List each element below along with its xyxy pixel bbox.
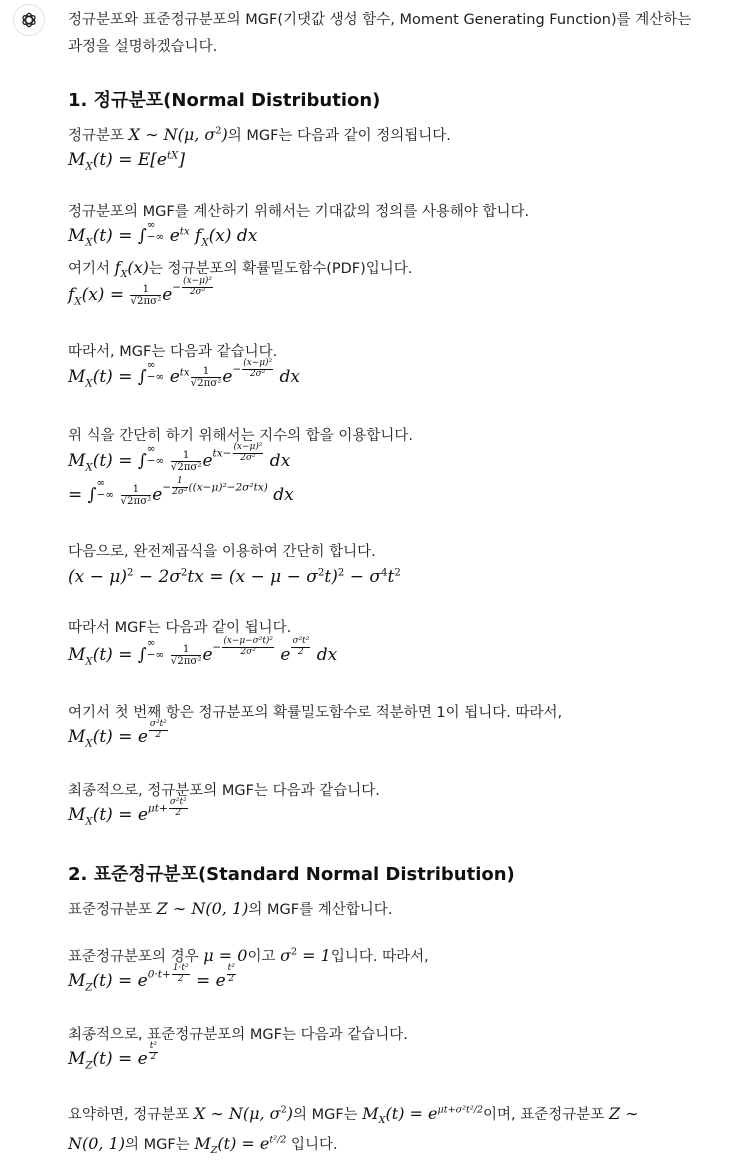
- formula-mgf-rewritten: = ∫∞ −∞ $\frac{1}{\text{√2πσ²}}$ e− $\frac{1}{\text{2σ²}}$ ((x−μ)²−2σ²tx) dx: [68, 476, 294, 508]
- formula-mgf-definition: $M_X(t) = E[e^{tX}]$: [68, 150, 185, 173]
- intro-line-1: 정규분포와 표준정규분포의 MGF(기댓값 생성 함수, Moment Generating Function)를 계산하는: [68, 12, 692, 28]
- formula-mgf-integral: $M_X(t)$ = ∫∞ −∞ $e^{tx}$ $f_X(x)$ dx: [68, 219, 258, 249]
- formula-mgf-expanded: $M_X(t)$ = ∫∞ −∞ $e^{tx}$ $\frac{1}{\text{√2πσ²}}$ e− $\frac{\text{(x−μ)²}}{\text{2σ²}}$ dx: [68, 358, 301, 390]
- section1-therefore-text: 따라서, MGF는 다음과 같습니다.: [68, 344, 278, 360]
- assistant-avatar: [13, 4, 45, 36]
- formula-mgf-std-derivation: $M_Z(t) = e0\cdot t+$ $\frac{\text{1·t²}}{2}$ = e $\frac{\text{t²}}{2}$: [68, 963, 235, 994]
- section2-heading: 2. 표준정규분포(Standard Normal Distribution): [68, 864, 515, 885]
- section1-first-term-text: 여기서 첫 번째 항은 정규분포의 확률밀도함수로 적분하면 1이 됩니다. 따라서,: [68, 705, 563, 721]
- formula-mgf-combined: $M_X(t)$ = ∫∞ −∞ $\frac{1}{\text{√2πσ²}}$ etx− $\frac{\text{(x−μ)²}}{\text{2σ²}}$ dx: [68, 442, 291, 474]
- formula-normal-dist: X ∼ N(μ, $\sigma^2$): [128, 125, 228, 144]
- section2-case-text: 표준정규분포의 경우 μ = 0이고 $\sigma^2 = 1$입니다. 따라서,: [68, 946, 429, 965]
- formula-fx: $f_X(x)$: [114, 258, 149, 281]
- section2-final-text: 최종적으로, 표준정규분포의 MGF는 다음과 같습니다.: [68, 1027, 408, 1043]
- formula-std-normal-dist: Z ∼ N(0, 1): [156, 899, 249, 918]
- section1-simplify-text: 위 식을 간단히 하기 위해서는 지수의 합을 이용합니다.: [68, 428, 414, 444]
- section1-complete-square-text: 다음으로, 완전제곱식을 이용하여 간단히 합니다.: [68, 544, 376, 560]
- section1-then-text: 따라서 MGF는 다음과 같이 됩니다.: [68, 620, 292, 636]
- formula-complete-square: $(x - \mu)^2 - 2\sigma^2tx = (x - \mu - \sigma^2t)^2 - \sigma^4t^2$: [68, 567, 401, 587]
- intro-line-2: 과정을 설명하겠습니다.: [68, 39, 218, 55]
- section1-heading: 1. 정규분포(Normal Distribution): [68, 90, 381, 111]
- formula-mgf-std-final: $M_Z(t) = e$ $\frac{\text{t²}}{2}$: [68, 1041, 157, 1072]
- formula-mgf-normal-final: $M_X(t) = e\mu t+$ $\frac{\text{σ²t²}}{2}$: [68, 797, 187, 828]
- formula-mgf-partial: $M_X(t) = e$ $\frac{\text{σ²t²}}{2}$: [68, 719, 167, 750]
- section1-final-text: 최종적으로, 정규분포의 MGF는 다음과 같습니다.: [68, 783, 380, 799]
- formula-sigma-one: $\sigma^2 = 1$: [280, 946, 331, 965]
- section1-where-text: 여기서 $f_X(x)$는 정규분포의 확률밀도함수(PDF)입니다.: [68, 258, 413, 281]
- openai-logo-icon: [19, 10, 39, 30]
- section1-definition-text: 정규분포 X ∼ N(μ, $\sigma^2$)의 MGF는 다음과 같이 정의됩니다.: [68, 125, 451, 144]
- formula-mgf-squared: $M_X(t)$ = ∫∞ −∞ $\frac{1}{\text{√2πσ²}}$ e− $\frac{\text{(x−μ−σ²t)²}}{\text{2σ²}}$ e $\frac{\text{σ²t²}}{2}$ dx: [68, 636, 338, 668]
- summary-line-2: N(0, 1)의 MGF는 $M_Z(t) = e^{t^2/2}$ 입니다.: [68, 1134, 338, 1157]
- section2-definition-text: 표준정규분포 Z ∼ N(0, 1)의 MGF를 계산합니다.: [68, 899, 393, 918]
- summary-line-1: 요약하면, 정규분포 X ∼ N(μ, $\sigma^2$)의 MGF는 $M_X(t) = e^{\mu t+\sigma^2t^2/2}$이며, 표준정규분포 Z ∼: [68, 1104, 639, 1127]
- section1-calc-text: 정규분포의 MGF를 계산하기 위해서는 기대값의 정의를 사용해야 합니다.: [68, 204, 530, 220]
- formula-pdf: $f_X(x)$ = $\frac{1}{\text{√2πσ²}}$ e− $\frac{\text{(x−μ)²}}{\text{2σ²}}$: [68, 276, 212, 308]
- formula-mu-zero: μ = 0: [203, 946, 248, 965]
